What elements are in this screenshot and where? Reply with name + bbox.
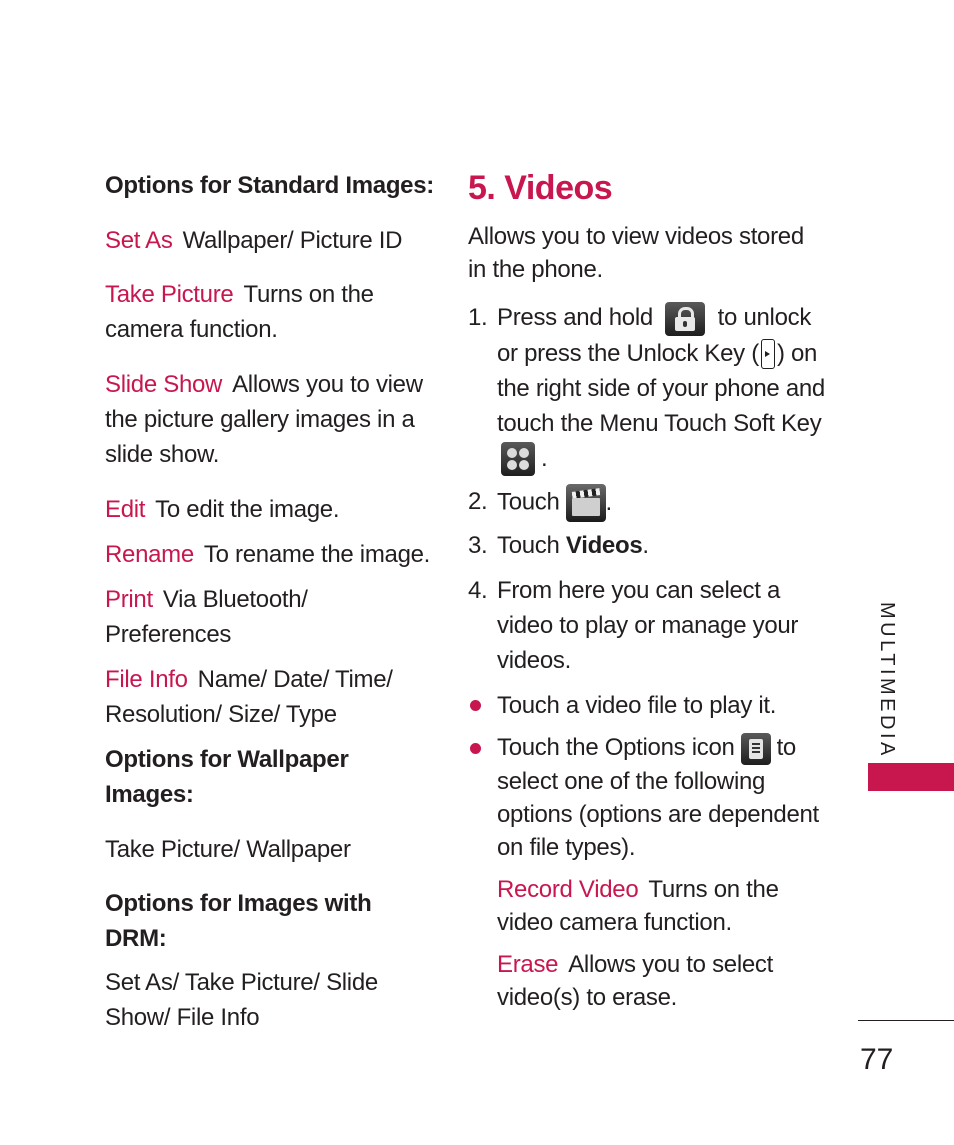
file-info-term: File Info [105,666,188,693]
section-tab-marker [868,763,954,791]
take-picture-entry [105,277,440,347]
step-4-number: 4. [468,577,488,605]
video-icon [566,484,606,522]
set-as-term: Set As [105,227,173,254]
take-picture-term: Take Picture [105,281,234,308]
file-info-entry [105,662,440,732]
edit-desc: To edit the image. [155,496,340,523]
step-3-text-b: . [642,532,649,560]
bullet-play-video [468,688,828,723]
section-title: 5. Videos [468,169,613,207]
edit-term: Edit [105,496,146,523]
slide-show-term: Slide Show [105,371,223,398]
bullet-options-text-b: to select one of the following options (options are dependent on file types). [497,734,819,861]
step-1-text-a: Press and hold [497,304,653,331]
step-2-number: 2. [468,488,488,516]
wallpaper-options: Take Picture/ Wallpaper [105,836,351,863]
wallpaper-images-heading: Options for Wallpaper Images: [105,746,349,808]
print-desc: Via Bluetooth/ Preferences [105,586,308,648]
section-sidebar-label: MULTIMEDIA [876,602,898,759]
unlock-key-icon [761,339,775,369]
file-info-desc: Name/ Date/ Time/ Resolution/ Size/ Type [105,666,393,728]
step-1-text-b: to unlock or press the Unlock Key ( [497,304,812,367]
page-number: 77 [860,1043,894,1076]
record-video-desc: Turns on the video camera function. [497,875,779,936]
set-as-entry [105,223,440,258]
take-picture-desc: Turns on the camera function. [105,281,374,343]
right-column [468,166,828,1014]
erase-desc: Allows you to select video(s) to erase. [497,950,773,1011]
step-4-text: From here you can select a video to play or manage your videos. [497,577,799,675]
options-icon [741,733,771,765]
print-entry [105,582,440,652]
slide-show-desc: Allows you to view the picture gallery images in a slide show. [105,371,423,468]
step-3-text-a: Touch [497,532,560,560]
bullet-dot [470,743,481,754]
step-3 [468,528,828,563]
bullet-dot [470,700,481,711]
edit-entry [105,492,440,527]
left-column [105,166,440,1035]
step-1-number: 1. [468,304,488,331]
record-video-entry [468,873,828,939]
standard-images-heading: Options for Standard Images: [105,172,434,199]
print-term: Print [105,586,153,613]
drm-images-heading: Options for Images with DRM: [105,890,372,952]
bullet-options-text-a: Touch the Options icon [497,734,735,762]
footer-rule [858,1020,954,1021]
drm-options: Set As/ Take Picture/ Slide Show/ File Info [105,969,378,1031]
menu-icon [501,442,535,476]
erase-entry [468,948,828,1014]
rename-desc: To rename the image. [203,541,431,568]
step-2-text-b: . [605,488,612,516]
step-3-videos-label: Videos [565,532,643,560]
step-1-text-d: . [541,444,548,472]
lock-icon [665,302,705,336]
rename-term: Rename [105,541,194,568]
step-3-number: 3. [468,532,488,560]
set-as-desc: Wallpaper/ Picture ID [182,227,403,254]
intro-text: Allows you to view videos stored in the phone. [468,223,804,283]
erase-term: Erase [497,950,559,978]
record-video-term: Record Video [497,875,639,903]
bullet-play-video-text: Touch a video file to play it. [497,692,777,720]
slide-show-entry [105,367,440,472]
rename-entry [105,537,440,572]
step-2-text-a: Touch [497,488,560,516]
bullet-options [468,731,828,864]
step-2 [468,484,828,522]
step-1-text-c: ) on the right side of your phone and touch the Menu Touch Soft Key [497,339,825,437]
step-4 [468,573,827,678]
step-1 [468,300,828,476]
